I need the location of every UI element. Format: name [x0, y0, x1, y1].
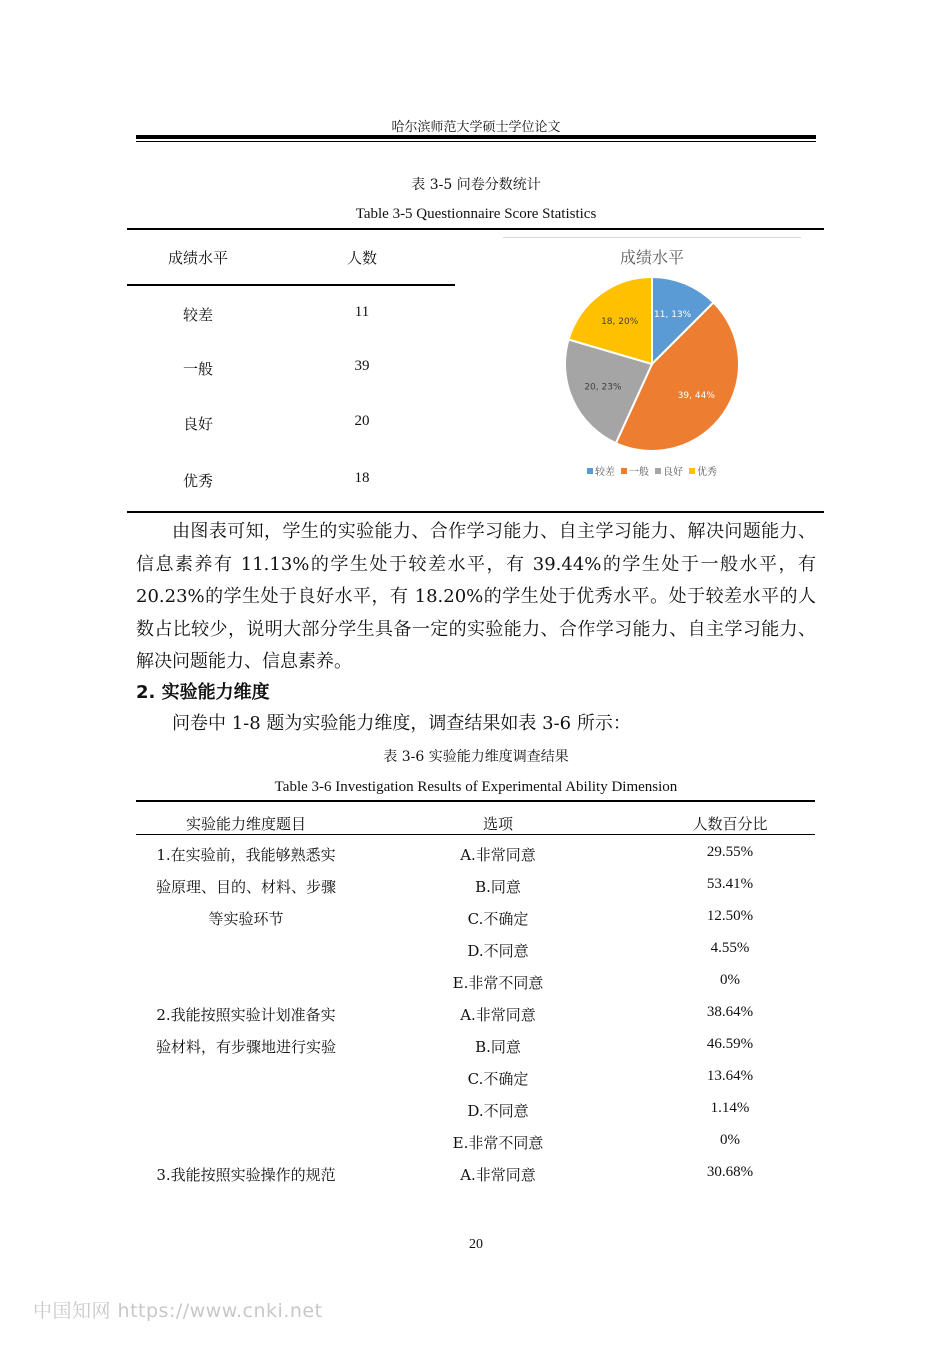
table-3-5-level-cell: 较差: [182, 306, 213, 324]
table-row: [136, 998, 815, 1030]
table-3-6-caption-zh: 表 3-6 实验能力维度调查结果: [383, 749, 569, 765]
percent-cell: 1.14%: [710, 1100, 750, 1116]
table-3-6-header-percent: 人数百分比: [692, 815, 768, 833]
running-header: 哈尔滨师范大学硕士学位论文: [391, 120, 561, 135]
table-row: [136, 838, 815, 870]
table-row: [136, 1062, 815, 1094]
section-heading: 2. 实验能力维度: [136, 682, 270, 703]
pie-data-label: 11, 13%: [654, 310, 692, 321]
chart-legend: [503, 463, 801, 478]
percent-cell: 0%: [720, 972, 740, 988]
option-cell: B.同意: [475, 1038, 521, 1056]
table-3-5-level-cell: 优秀: [182, 472, 213, 490]
percent-cell: 53.41%: [706, 876, 754, 892]
table-row: [136, 934, 815, 966]
table-3-6-header-option: 选项: [482, 815, 513, 833]
legend-item: [587, 463, 615, 478]
table-3-5-count-cell: 18: [354, 470, 370, 486]
question-cell: 等实验环节: [208, 910, 284, 928]
table-row: [136, 1126, 815, 1158]
table-row: [136, 1094, 815, 1126]
header-rule-thick: [136, 135, 816, 139]
question-cell: 验材料，有步骤地进行实验: [155, 1038, 336, 1056]
table-row: [136, 870, 815, 902]
table-3-6-header-rule: [136, 834, 815, 835]
question-cell: 验原理、目的、材料、步骤: [155, 878, 336, 896]
watermark: 中国知网 https://www.cnki.net: [33, 1300, 323, 1322]
table-3-6-header-question: 实验能力维度题目: [185, 815, 306, 833]
question-cell: 3.我能按照实验操作的规范: [156, 1166, 336, 1184]
pie-data-label: 20, 23%: [584, 382, 622, 393]
table-3-5-header-rule: [127, 284, 455, 286]
legend-swatch: [621, 468, 627, 474]
percent-cell: 0%: [720, 1132, 740, 1148]
table-3-5-top-rule: [127, 228, 824, 230]
option-cell: E.非常不同意: [452, 974, 544, 992]
table-3-5-level-cell: 良好: [182, 415, 213, 433]
page-number: 20: [469, 1237, 483, 1252]
table-3-5-caption-zh: 表 3-5 问卷分数统计: [411, 177, 541, 193]
legend-item: [655, 463, 683, 478]
legend-swatch: [587, 468, 593, 474]
table-3-5-header-level: 成绩水平: [167, 249, 228, 267]
question-cell: 1.在实验前，我能够熟悉实: [156, 846, 336, 864]
percent-cell: 46.59%: [706, 1036, 754, 1052]
legend-swatch: [655, 468, 661, 474]
paragraph: 由图表可知，学生的实验能力、合作学习能力、自主学习能力、解决问题能力、信息素养有 11.13%的学生处于较差水平，有 39.44%的学生处于一般水平，有 20.23%的学生处于良好水平，有 18.20%的学生处于优秀水平。处于较差水平的人数占比较少，说明大部分学生具备一定的实验能力、合作学习能力、自主学习能力、解决问题能力、信息素养。: [136, 521, 816, 672]
table-3-6-body: [136, 838, 815, 1190]
table-3-5-header-count: 人数: [346, 249, 377, 267]
table-row: [136, 1158, 815, 1190]
table-3-5-count-cell: 20: [354, 413, 370, 429]
pie-data-label: 18, 20%: [601, 316, 639, 327]
question-cell: 2.我能按照实验计划准备实: [156, 1006, 336, 1024]
legend-swatch: [689, 468, 695, 474]
table-row: [136, 902, 815, 934]
header-rule-thin: [136, 141, 816, 142]
table-3-5-count-cell: 11: [354, 304, 370, 320]
option-cell: A.非常同意: [460, 1006, 536, 1024]
legend-label: 良好: [663, 467, 683, 478]
option-cell: E.非常不同意: [452, 1134, 544, 1152]
paragraph: 问卷中 1-8 题为实验能力维度，调查结果如表 3-6 所示：: [172, 713, 631, 734]
percent-cell: 29.55%: [706, 844, 754, 860]
option-cell: D.不同意: [467, 1102, 529, 1120]
table-row: [136, 966, 815, 998]
legend-item: [689, 463, 717, 478]
table-3-6-caption-en: Table 3-6 Investigation Results of Experimental Ability Dimension: [274, 779, 678, 795]
table-3-5-count-cell: 39: [354, 358, 370, 374]
legend-label: 优秀: [697, 467, 717, 478]
legend-item: [621, 463, 649, 478]
legend-label: 较差: [595, 467, 615, 478]
option-cell: A.非常同意: [460, 1166, 536, 1184]
option-cell: B.同意: [475, 878, 521, 896]
pie-chart: [540, 270, 764, 456]
legend-label: 一般: [629, 467, 649, 478]
percent-cell: 30.68%: [706, 1164, 754, 1180]
table-3-5-caption-en: Table 3-5 Questionnaire Score Statistics: [355, 206, 597, 222]
option-cell: A.非常同意: [460, 846, 536, 864]
option-cell: C.不确定: [467, 910, 529, 928]
percent-cell: 12.50%: [706, 908, 754, 924]
table-3-5-level-cell: 一般: [182, 360, 213, 378]
option-cell: C.不确定: [467, 1070, 529, 1088]
option-cell: D.不同意: [467, 942, 529, 960]
percent-cell: 13.64%: [706, 1068, 754, 1084]
pie-data-label: 39, 44%: [677, 390, 715, 401]
percent-cell: 38.64%: [706, 1004, 754, 1020]
table-3-6-top-rule: [136, 800, 815, 802]
table-row: [136, 1030, 815, 1062]
chart-border-line: [503, 237, 801, 238]
table-3-5-bottom-rule: [127, 511, 824, 513]
percent-cell: 4.55%: [710, 940, 750, 956]
chart-title: 成绩水平: [619, 248, 684, 267]
